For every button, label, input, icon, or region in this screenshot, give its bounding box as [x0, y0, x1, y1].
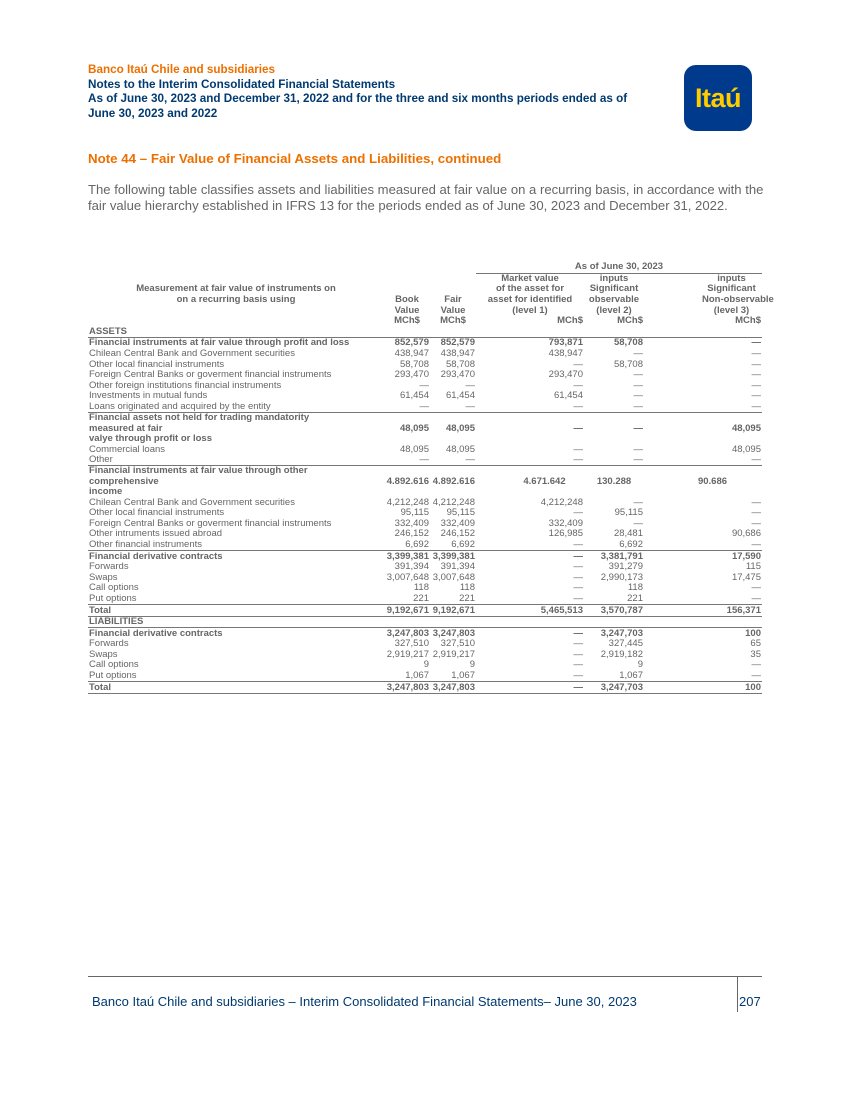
fair-value: 221: [430, 594, 476, 605]
level2-value: 9: [637, 659, 643, 671]
level2-value: —: [633, 496, 643, 508]
level3-value: —: [751, 348, 761, 360]
level1-value: —: [573, 571, 583, 583]
level3-value: —: [751, 358, 761, 370]
book-value: 3,247,803: [386, 627, 429, 639]
book-value: 58,708: [399, 358, 429, 370]
level1-value: —: [573, 379, 583, 391]
book-value: 1,067: [384, 671, 430, 682]
row-label: [88, 466, 384, 497]
book-header-l2: Value: [394, 304, 420, 316]
level3-value: —: [751, 582, 761, 594]
level3-header-d: (level 3): [713, 304, 750, 316]
level3-value: —: [751, 507, 761, 519]
book-value: 3,247,803: [384, 682, 430, 694]
book-value: 3,399,381: [386, 550, 429, 562]
level2-value: —: [584, 402, 644, 413]
row-label: Other intruments issued abroad: [89, 528, 223, 540]
row-label: Call options: [89, 659, 139, 671]
level3-value: —: [644, 455, 762, 466]
row-label: Call options: [89, 582, 139, 594]
level1-header-d: (level 1): [512, 304, 548, 316]
table-row: [88, 540, 762, 551]
row-label: Total: [88, 682, 384, 694]
fair-value: 3,399,381: [432, 550, 475, 562]
row-label-line: valye through profit or loss: [89, 432, 212, 444]
level1-value: 332,409: [548, 517, 583, 529]
document-header: [88, 63, 678, 121]
fair-value: 3,007,648: [432, 571, 475, 583]
table-row: [88, 413, 762, 444]
book-header-l1: Book: [395, 294, 419, 306]
row-label: Forwards: [89, 561, 129, 573]
level2-value: —: [633, 390, 643, 402]
level1-value: 438,947: [548, 348, 583, 360]
fair-value: —: [430, 455, 476, 466]
book-value: 61,454: [399, 390, 429, 402]
header-period-line2: June 30, 2023 and 2022: [88, 106, 218, 120]
fair-header-l2: Value: [440, 304, 466, 316]
level1-value: —: [573, 638, 583, 650]
book-value: 438,947: [394, 348, 429, 360]
fair-value: 61,454: [445, 390, 475, 402]
row-label-line: measured at fair: [89, 422, 163, 434]
row-label-line: Financial assets not held for trading mandatority: [89, 412, 310, 424]
row-label: Chilean Central Bank and Government securities: [89, 348, 295, 360]
level3-value: —: [644, 402, 762, 413]
level2-header-a: inputs: [599, 272, 629, 284]
table-row: [88, 616, 762, 628]
level1-value: —: [476, 682, 584, 694]
table-row: [88, 639, 762, 650]
level3-value: 115: [745, 561, 761, 573]
row-label: Other local financial instruments: [89, 358, 225, 370]
level1-value: —: [573, 358, 583, 370]
unit-header: MCh$: [735, 315, 761, 327]
book-value: 9: [423, 659, 429, 671]
row-label: Foreign Central Banks or goverment financial instruments: [89, 517, 332, 529]
fair-value: 3,247,803: [430, 682, 476, 694]
book-value: 95,115: [400, 507, 429, 519]
fair-value: 293,470: [440, 369, 475, 381]
table-row: [88, 682, 762, 694]
level1-value: 293,470: [548, 369, 583, 381]
level1-value: 793,871: [548, 337, 583, 349]
level3-value: —: [751, 659, 761, 671]
measurement-header-l2: on a recurring basis using: [176, 294, 296, 306]
level3-value: 17,475: [731, 571, 761, 583]
level2-value: 58,708: [613, 358, 643, 370]
unit-header: MCh$: [557, 315, 583, 327]
level2-value: 130.288: [596, 475, 632, 487]
level1-value: —: [573, 507, 583, 519]
fair-value: 246,152: [440, 528, 475, 540]
row-label: ASSETS: [88, 327, 384, 338]
level1-value: —: [573, 582, 583, 594]
level1-header-a: Market value: [501, 272, 559, 284]
table-row: [88, 671, 762, 682]
level1-value: —: [573, 659, 583, 671]
table-row: [88, 562, 762, 573]
level2-header-c: observable: [588, 294, 640, 306]
level1-header-c: asset for identified: [487, 294, 573, 306]
book-value: 48,095: [399, 443, 429, 455]
level1-value: 126,985: [548, 528, 583, 540]
company-name: Banco Itaú Chile and subsidiaries: [88, 63, 276, 76]
level3-value: 90.686: [697, 475, 728, 487]
row-label: Total: [88, 605, 384, 617]
unit-header: MCh$: [440, 315, 466, 327]
level3-value: 48,095: [731, 422, 761, 434]
row-label: LIABILITIES: [88, 616, 384, 628]
header-period-line1: As of June 30, 2023 and December 31, 2022 and for the three and six months periods ended as of: [88, 92, 628, 105]
fair-value: 852,579: [440, 337, 475, 349]
book-value: 3,007,648: [386, 571, 429, 583]
level1-value: —: [573, 648, 583, 660]
fair-value: —: [430, 402, 476, 413]
book-value: 118: [413, 582, 429, 594]
level2-value: 3,570,787: [584, 605, 644, 617]
table-row: [88, 594, 762, 605]
level1-value: 4,212,248: [540, 496, 583, 508]
row-label: [88, 413, 384, 444]
row-label: Loans originated and acquired by the entity: [88, 402, 384, 413]
fair-value: —: [465, 379, 475, 391]
row-label: Other: [88, 455, 384, 466]
book-value: 391,394: [394, 561, 429, 573]
row-label: Commercial loans: [89, 443, 166, 455]
level3-value: —: [751, 390, 761, 402]
fair-value: 2,919,217: [432, 648, 475, 660]
level2-value: 6,692: [584, 540, 644, 551]
level2-value: 118: [627, 582, 643, 594]
row-label: Swaps: [89, 571, 118, 583]
level1-value: —: [573, 550, 583, 562]
level2-value: —: [633, 379, 643, 391]
note-title: Note 44 – Fair Value of Financial Assets and Liabilities, continued: [88, 151, 502, 166]
table-row: [88, 327, 762, 338]
level1-value: —: [573, 422, 583, 434]
level3-value: 100: [644, 682, 762, 694]
level2-value: 3,247,703: [600, 627, 643, 639]
level2-value: —: [633, 517, 643, 529]
book-value: 48,095: [399, 422, 429, 434]
fair-value: 4.892.616: [432, 475, 475, 487]
level2-value: 2,990,173: [600, 571, 643, 583]
level2-value: 1,067: [584, 671, 644, 682]
level3-value: 90,686: [731, 528, 761, 540]
level1-value: 61,454: [553, 390, 583, 402]
fair-value: 48,095: [445, 422, 475, 434]
footer-vertical-divider: [737, 976, 738, 1012]
period-header: As of June 30, 2023: [476, 262, 762, 273]
row-label-line: Financial instruments at fair value through other: [89, 465, 308, 477]
level3-value: 65: [750, 638, 761, 650]
row-label: Swaps: [89, 648, 118, 660]
fair-value: 9: [469, 659, 475, 671]
level1-value: —: [476, 594, 584, 605]
fair-value: 9,192,671: [430, 605, 476, 617]
book-value: 4,212,248: [386, 496, 429, 508]
level2-value: —: [584, 455, 644, 466]
level1-value: 4.671.642: [523, 475, 566, 487]
level1-value: —: [476, 671, 584, 682]
level2-value: —: [633, 422, 643, 434]
level3-header-c: Non-observable: [702, 294, 774, 306]
row-label: Chilean Central Bank and Government securities: [89, 496, 295, 508]
level2-header-b: Significant: [589, 283, 639, 295]
book-value: 246,152: [394, 528, 429, 540]
header-subtitle: Notes to the Interim Consolidated Financial Statements: [88, 77, 396, 91]
level2-value: —: [633, 369, 643, 381]
unit-header: MCh$: [617, 315, 643, 327]
row-label: Other foreign institutions financial instruments: [89, 379, 282, 391]
level3-value: 35: [750, 648, 761, 660]
fair-value: 438,947: [440, 348, 475, 360]
fair-value: 48,095: [445, 443, 475, 455]
book-value: —: [419, 379, 429, 391]
fair-value: 3,247,803: [432, 627, 475, 639]
level2-value: 3,381,791: [600, 550, 643, 562]
book-value: 327,510: [394, 638, 429, 650]
intro-paragraph: The following table classifies assets and liabilities measured at fair value on a recurring basis, in accordance with the fair value hierarchy established in IFRS 13 for the periods ended as of June 30, 2023 and December 31, 2022.: [88, 182, 764, 213]
level2-value: 95,115: [614, 507, 643, 519]
fair-value: 6,692: [430, 540, 476, 551]
level2-value: 391,279: [608, 561, 643, 573]
row-label-line: comprehensive: [89, 475, 159, 487]
level3-value: —: [751, 379, 761, 391]
book-value: 332,409: [394, 517, 429, 529]
level3-value: —: [751, 369, 761, 381]
row-label: Financial derivative contracts: [89, 627, 223, 639]
row-label: Investments in mutual funds: [89, 390, 208, 402]
row-label: Foreign Central Banks or goverment financial instruments: [89, 369, 332, 381]
book-value: 221: [384, 594, 430, 605]
table-row: [88, 455, 762, 466]
row-label: Financial instruments at fair value through profit and loss: [89, 337, 350, 349]
page-number: 207: [739, 994, 761, 1009]
level3-value: —: [644, 540, 762, 551]
fair-value-table: [88, 261, 774, 694]
level1-value: —: [476, 540, 584, 551]
level1-value: —: [476, 455, 584, 466]
book-value: —: [384, 402, 430, 413]
table-row: [88, 605, 762, 617]
fair-value: 391,394: [440, 561, 475, 573]
fair-value: 95,115: [446, 507, 475, 519]
level2-header-d: (level 2): [596, 304, 632, 316]
fair-header-l1: Fair: [444, 294, 462, 306]
footer-text: Banco Itaú Chile and subsidiaries – Interim Consolidated Financial Statements– June 30, 2023: [92, 994, 637, 1009]
level3-value: —: [644, 594, 762, 605]
table-row: [88, 508, 762, 519]
row-label-line: income: [89, 485, 123, 497]
table-row: [88, 466, 762, 497]
level2-value: 327,445: [608, 638, 643, 650]
level1-value: —: [573, 443, 583, 455]
table-row: [88, 370, 762, 381]
level1-value: —: [476, 402, 584, 413]
level3-value: —: [751, 496, 761, 508]
fair-value: 118: [459, 582, 475, 594]
level1-header-b: of the asset for: [495, 283, 565, 295]
table-row: [88, 349, 762, 360]
book-value: 4.892.616: [386, 475, 429, 487]
fair-value: 327,510: [440, 638, 475, 650]
book-value: 6,692: [384, 540, 430, 551]
level2-value: 3,247,703: [584, 682, 644, 694]
book-value: 9,192,671: [384, 605, 430, 617]
fair-value: 58,708: [445, 358, 475, 370]
row-label: Put options: [88, 594, 384, 605]
level3-header-a: inputs: [717, 272, 746, 284]
level3-value: 156,371: [644, 605, 762, 617]
level2-value: 58,708: [613, 337, 643, 349]
fair-value: 332,409: [440, 517, 475, 529]
book-value: 2,919,217: [386, 648, 429, 660]
level1-value: 5,465,513: [476, 605, 584, 617]
level3-value: 17,590: [731, 550, 761, 562]
table-row: [88, 402, 762, 413]
level2-value: —: [633, 443, 643, 455]
level1-value: —: [573, 627, 583, 639]
itau-logo: [684, 65, 752, 131]
row-label: Financial derivative contracts: [89, 550, 223, 562]
row-label: Other local financial instruments: [89, 507, 225, 519]
unit-header: MCh$: [394, 315, 420, 327]
row-label: Other financial instruments: [88, 540, 384, 551]
book-value: 293,470: [394, 369, 429, 381]
level2-value: 28,481: [613, 528, 643, 540]
row-label: Forwards: [89, 638, 129, 650]
level2-value: 2,919,182: [600, 648, 643, 660]
measurement-header-l1: Measurement at fair value of instruments on: [136, 283, 336, 295]
level3-value: 100: [745, 627, 761, 639]
level3-value: —: [751, 517, 761, 529]
level1-value: —: [573, 561, 583, 573]
row-label: Put options: [88, 671, 384, 682]
footer-divider: [88, 976, 762, 977]
level3-value: —: [751, 337, 761, 349]
level3-header-b: Significant: [707, 283, 756, 295]
level3-value: —: [644, 671, 762, 682]
book-value: —: [384, 455, 430, 466]
logo-text: Itaú: [694, 82, 741, 113]
fair-value: 4,212,248: [432, 496, 475, 508]
level3-value: 48,095: [731, 443, 761, 455]
fair-value: 1,067: [430, 671, 476, 682]
level2-value: 221: [584, 594, 644, 605]
level2-value: —: [633, 348, 643, 360]
book-value: 852,579: [394, 337, 429, 349]
